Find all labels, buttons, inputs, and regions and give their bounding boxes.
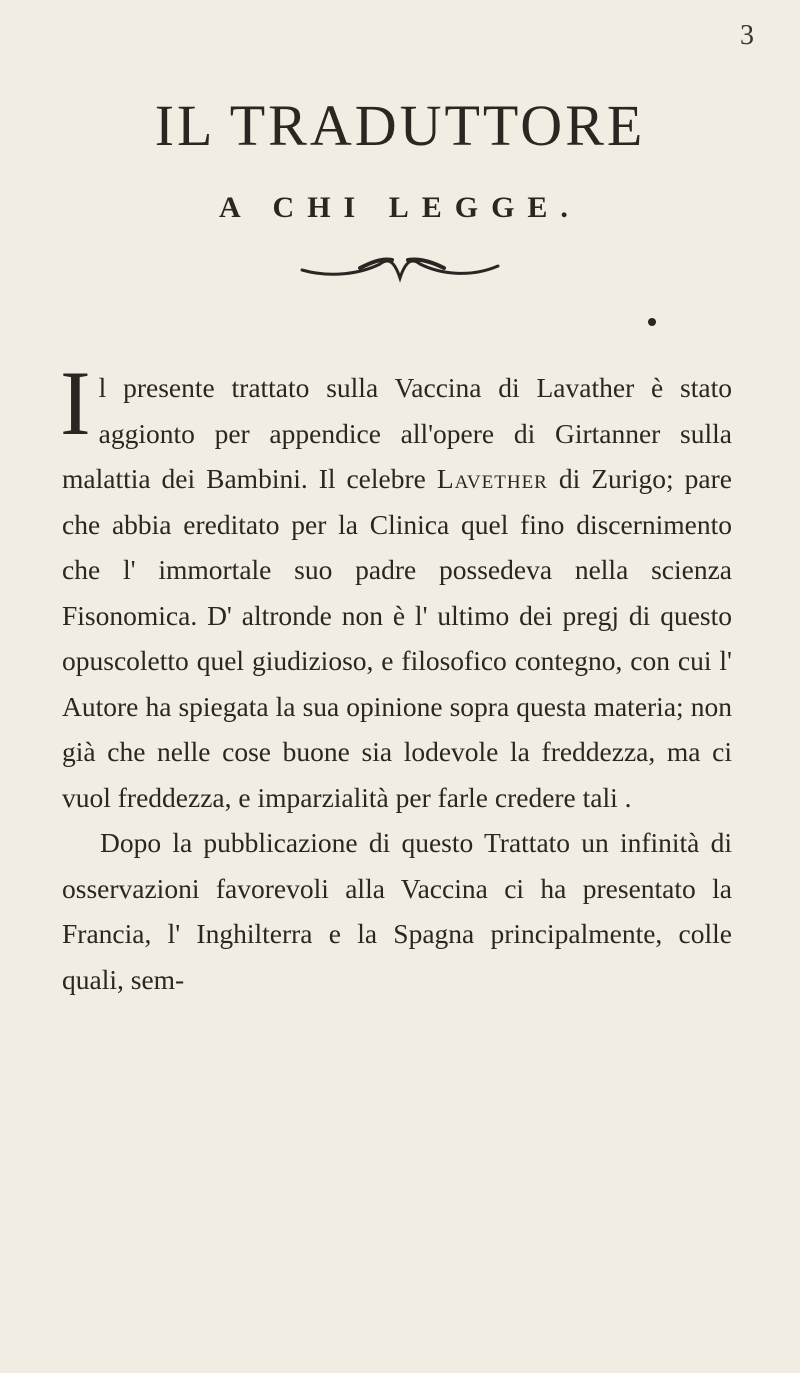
drop-cap: I [60,352,91,454]
paragraph-2: Dopo la pubblicazione di questo Trattato un infinità di osservazioni favorevoli alla Vaccina ci ha presentato la Francia, l' Inghilterra e la Spagna principalmente, colle quali, sem- [62,827,732,995]
body-text [60,352,732,1002]
paragraph-1 [60,352,732,820]
bullet-mark-icon [648,318,656,326]
chapter-subtitle: A CHI LEGGE. [219,191,581,224]
page-number: 3 [740,20,754,51]
author-name: Lavether [436,463,548,494]
paragraph-1-rest: di Zurigo; pare che abbia ereditato per la Clinica quel fino discernimento che l' immortale suo padre possedeva nella scienza Fisonomica. D' altronde non è l' ultimo dei pregj di questo opuscoletto quel giudizioso, e filosofico contegno, con cui l' Autore ha spiegata la sua opinione sopra questa materia; non già che nelle cose buone sia lodevole la freddezza, ma ci vuol freddezza, e imparzialità per farle credere tali . [62,463,732,813]
paragraph-1-lead: l presente trattato sulla Vaccina di Lavather è stato aggionto per appendice all'opere di Girtanner sulla malattia dei Bambini. Il celebre [62,372,732,494]
chapter-title: IL TRADUTTORE [154,93,646,158]
ornament-divider-icon [300,252,500,288]
